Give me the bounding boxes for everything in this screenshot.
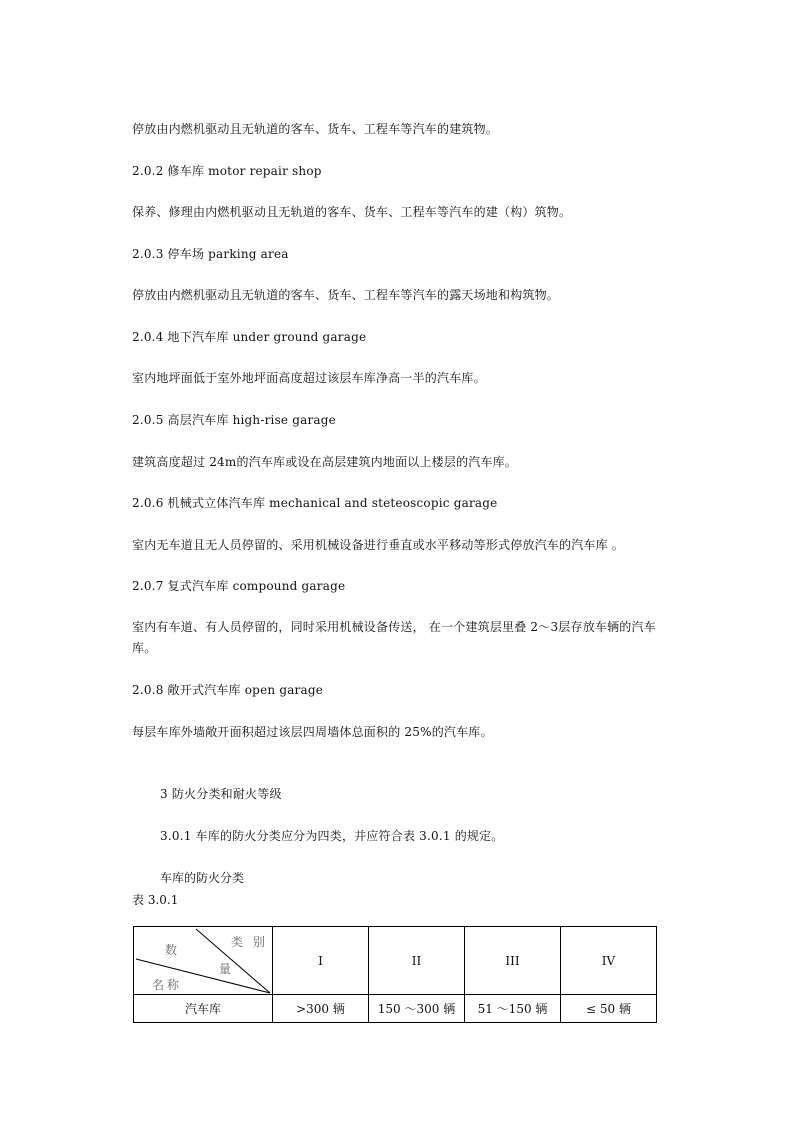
clause-text: 3.0.1 车库的防火分类应分为四类，并应符合表 3.0.1 的规定。 bbox=[160, 829, 504, 843]
definition-text: 停放由内燃机驱动且无轨道的客车、货车、工程车等汽车的建筑物。 bbox=[132, 122, 499, 136]
clause-heading: 2.0.7 复式汽车库 compound garage bbox=[132, 579, 346, 593]
column-header: III bbox=[465, 927, 561, 995]
clause-heading: 2.0.2 修车库 motor repair shop bbox=[132, 164, 322, 178]
table-cell: ≤ 50 辆 bbox=[561, 995, 657, 1023]
table-cell: 51 ～150 辆 bbox=[465, 995, 561, 1023]
definition-text: 停放由内燃机驱动且无轨道的客车、货车、工程车等汽车的露天场地和构筑物。 bbox=[132, 288, 560, 302]
table-title: 车库的防火分类 bbox=[160, 871, 245, 885]
table-number: 表 3.0.1 bbox=[132, 893, 179, 907]
section-heading: 3 防火分类和耐火等级 bbox=[160, 787, 282, 801]
corner-label-quantity-2: 量 bbox=[219, 962, 235, 976]
row-name-cell: 汽车库 bbox=[134, 995, 273, 1023]
clause-heading: 2.0.4 地下汽车库 under ground garage bbox=[132, 330, 367, 344]
clause-heading: 2.0.8 敞开式汽车库 open garage bbox=[132, 683, 324, 697]
definition-text: 室内地坪面低于室外地坪面高度超过该层车库净高一半的汽车库。 bbox=[132, 371, 486, 385]
clause-heading: 2.0.5 高层汽车库 high-rise garage bbox=[132, 413, 336, 427]
table-row bbox=[134, 995, 657, 1023]
definition-text: 每层车库外墙敞开面积超过该层四周墙体总面积的 25%的汽车库。 bbox=[132, 725, 493, 739]
definition-text: 室内有车道、有人员停留的，同时采用机械设备传送， 在一个建筑层里叠 2～3层存放车辆的汽车库。 bbox=[132, 620, 656, 655]
table-cell: 150 ～300 辆 bbox=[369, 995, 465, 1023]
table-cell: >300 辆 bbox=[273, 995, 369, 1023]
table-corner-cell bbox=[134, 927, 273, 995]
column-header: I bbox=[273, 927, 369, 995]
definition-text: 保养、修理由内燃机驱动且无轨道的客车、货车、工程车等汽车的建（构）筑物。 bbox=[132, 205, 572, 219]
corner-label-quantity-1: 数 bbox=[165, 943, 181, 957]
fire-classification-table bbox=[133, 926, 657, 1023]
definition-text: 室内无车道且无人员停留的、采用机械设备进行垂直或水平移动等形式停放汽车的汽车库 。 bbox=[132, 538, 625, 552]
clause-heading: 2.0.3 停车场 parking area bbox=[132, 247, 289, 261]
column-header: II bbox=[369, 927, 465, 995]
definition-text: 建筑高度超过 24m的汽车库或设在高层建筑内地面以上楼层的汽车库。 bbox=[132, 455, 518, 469]
clause-heading: 2.0.6 机械式立体汽车库 mechanical and steteoscopic garage bbox=[132, 496, 498, 510]
column-header: IV bbox=[561, 927, 657, 995]
corner-label-name: 名称 bbox=[152, 978, 183, 992]
corner-label-category: 类 别 bbox=[231, 935, 268, 949]
